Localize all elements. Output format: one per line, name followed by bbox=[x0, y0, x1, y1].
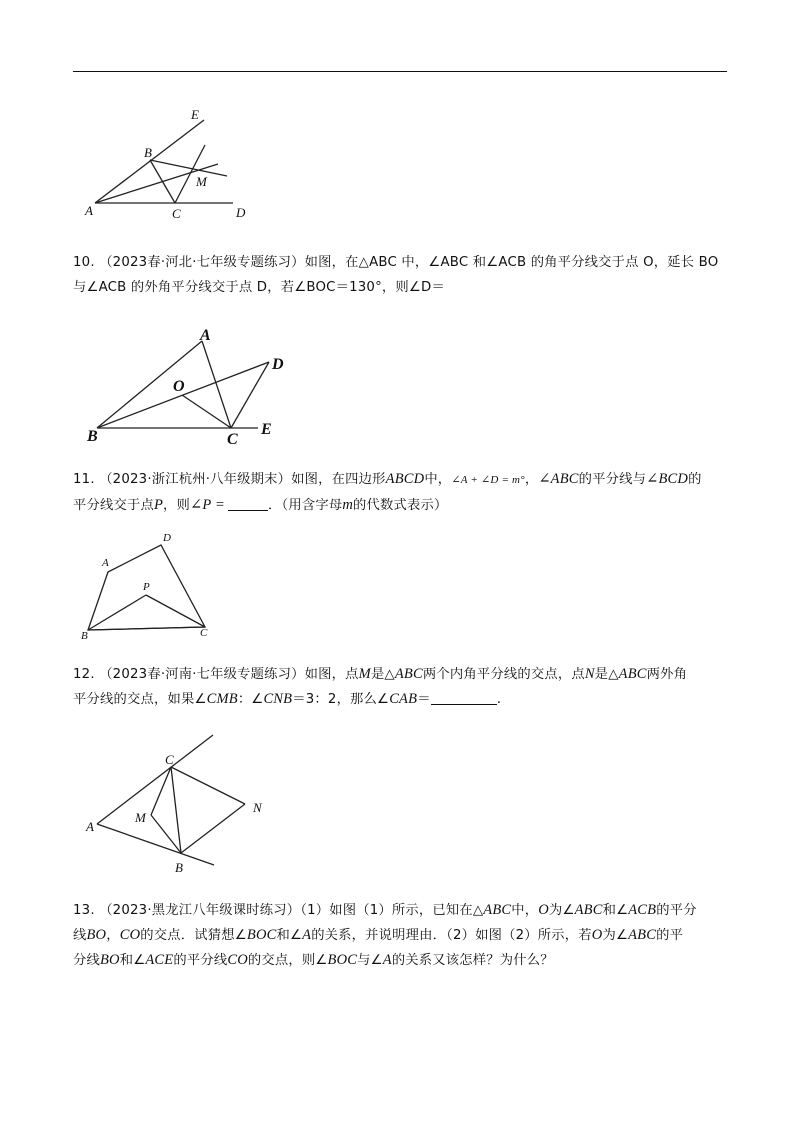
label-e: E bbox=[261, 421, 272, 438]
q10-text-1: 如图，在△ABC 中，∠ABC 和∠ACB 的角平分线交于点 O，延长 BO bbox=[304, 255, 719, 270]
q13-text: （1）如图（1）所示，已知在△ bbox=[300, 903, 484, 918]
question-10 bbox=[73, 250, 733, 300]
q13-text: 的交点．试猜想∠ bbox=[140, 928, 247, 943]
q13-text: 的关系又该怎样？为什么？ bbox=[391, 953, 554, 968]
label-m: M bbox=[135, 810, 146, 825]
q12-math: N bbox=[584, 666, 595, 682]
question-source: （2023·黑龙江八年级课时练习） bbox=[99, 903, 301, 918]
q12-text: 两个内角平分线的交点，点 bbox=[422, 667, 585, 682]
seg-ac bbox=[202, 341, 231, 428]
label-n: N bbox=[253, 800, 262, 815]
label-b: B bbox=[144, 145, 152, 160]
answer-blank[interactable] bbox=[228, 496, 268, 511]
question-source: （2023春·河南·七年级专题练习） bbox=[99, 667, 305, 682]
question-number: 11. bbox=[73, 472, 95, 487]
q11-text: 中， bbox=[424, 472, 452, 487]
q13-text: 和∠ bbox=[119, 953, 146, 968]
answer-blank[interactable] bbox=[431, 690, 497, 705]
label-o: O bbox=[173, 378, 185, 395]
label-c: C bbox=[227, 431, 238, 448]
q13-math: ABC bbox=[483, 902, 512, 918]
q12-math: CAB bbox=[389, 691, 418, 707]
q12-line2 bbox=[73, 687, 733, 712]
label-b: B bbox=[87, 428, 98, 445]
ray-ae bbox=[95, 120, 204, 203]
q12-math: CNB bbox=[263, 691, 293, 707]
q12-math: ABC bbox=[394, 666, 423, 682]
q11-math: ∠A + ∠D = m° bbox=[451, 474, 525, 486]
q12-math: M bbox=[358, 666, 371, 682]
q12-text: ：∠ bbox=[237, 692, 264, 707]
seg-bm bbox=[151, 815, 181, 853]
q13-math: O bbox=[591, 927, 603, 943]
ray-ab bbox=[97, 824, 214, 865]
q13-text: 为∠ bbox=[602, 928, 629, 943]
question-13 bbox=[73, 898, 733, 973]
q13-math: CO bbox=[119, 927, 141, 943]
q13-math: BO bbox=[86, 927, 107, 943]
seg-bn bbox=[181, 804, 245, 853]
q10-line2 bbox=[73, 275, 733, 300]
label-c: C bbox=[172, 206, 181, 221]
label-e: E bbox=[191, 107, 199, 122]
q12-line1 bbox=[73, 662, 733, 687]
q13-math: ABC bbox=[574, 902, 603, 918]
q11-math: ∠P = bbox=[190, 497, 226, 513]
label-b: B bbox=[175, 860, 183, 875]
q12-text: 是△ bbox=[370, 667, 395, 682]
figure-q12 bbox=[80, 733, 280, 883]
q11-line1 bbox=[73, 467, 733, 493]
q13-text: 线 bbox=[73, 928, 87, 943]
q13-text: 的平分线 bbox=[173, 953, 228, 968]
q13-math: O bbox=[538, 902, 549, 918]
q11-text: 的平分线与 bbox=[578, 472, 647, 487]
q13-line1 bbox=[73, 898, 733, 923]
figure-q9 bbox=[80, 100, 270, 225]
q13-text: 中， bbox=[511, 903, 539, 918]
q11-math: ∠BCD bbox=[646, 471, 689, 487]
q10-text-2: 与∠ACB 的外角平分线交于点 D，若∠BOC＝130°，则∠D＝ bbox=[73, 280, 445, 295]
q11-text: ．（用含字母 bbox=[268, 498, 343, 513]
question-11 bbox=[73, 467, 733, 518]
q13-math: BO bbox=[100, 952, 120, 968]
q13-line2 bbox=[73, 923, 733, 948]
q11-math: ABCD bbox=[385, 471, 425, 487]
q13-math: BOC bbox=[246, 927, 277, 943]
q12-math: ABC bbox=[618, 666, 647, 682]
q13-text: 的平 bbox=[656, 928, 684, 943]
seg-bp bbox=[88, 595, 146, 630]
q13-math: A bbox=[382, 952, 392, 968]
q11-text: ， bbox=[524, 472, 539, 487]
label-c: C bbox=[200, 627, 208, 639]
question-number: 10. bbox=[73, 255, 95, 270]
seg-bc bbox=[88, 627, 205, 630]
q13-math: A bbox=[302, 927, 312, 943]
q13-text: 为∠ bbox=[548, 903, 575, 918]
q12-text: ＝3：2，那么∠ bbox=[292, 692, 390, 707]
q12-text: ＝ bbox=[417, 692, 431, 707]
q11-math: ∠ABC bbox=[538, 471, 579, 487]
label-a: A bbox=[86, 819, 94, 834]
q10-line1 bbox=[73, 250, 733, 275]
label-m: M bbox=[196, 174, 207, 189]
q13-text: 分线 bbox=[73, 953, 100, 968]
q13-line3 bbox=[73, 948, 733, 973]
q13-math: ACE bbox=[145, 952, 174, 968]
q13-text: 的关系，并说明理由．（2）如图（2）所示，若 bbox=[311, 928, 592, 943]
seg-cb bbox=[171, 767, 181, 853]
question-source: （2023·浙江杭州·八年级期末） bbox=[99, 472, 292, 487]
q12-math: CMB bbox=[206, 691, 238, 707]
q11-text: 如图，在四边形 bbox=[291, 472, 386, 487]
figure-q11 bbox=[78, 528, 218, 643]
q13-text: 和∠ bbox=[276, 928, 303, 943]
question-number: 13. bbox=[73, 903, 95, 918]
label-a: A bbox=[85, 203, 93, 218]
seg-cd bbox=[231, 362, 269, 428]
q13-text: 和∠ bbox=[602, 903, 629, 918]
label-b: B bbox=[81, 630, 88, 642]
q11-math: m bbox=[342, 497, 354, 513]
q13-text: 的交点，则∠ bbox=[247, 953, 328, 968]
q13-math: ABC bbox=[628, 927, 657, 943]
seg-oc bbox=[182, 395, 231, 428]
q12-text: 两外角 bbox=[646, 667, 688, 682]
q11-text: ，则 bbox=[163, 498, 191, 513]
q11-line2 bbox=[73, 493, 733, 518]
label-a: A bbox=[102, 557, 109, 569]
q13-text: ， bbox=[106, 928, 120, 943]
question-12 bbox=[73, 662, 733, 712]
label-d: D bbox=[272, 356, 284, 373]
q12-text: 是△ bbox=[594, 667, 619, 682]
q11-math: P bbox=[153, 497, 164, 513]
seg-ba bbox=[97, 341, 202, 428]
q12-text: 如图，点 bbox=[304, 667, 359, 682]
q11-text: 的 bbox=[688, 472, 702, 487]
question-source: （2023春·河北·七年级专题练习） bbox=[99, 255, 305, 270]
q13-text: 与∠ bbox=[357, 953, 383, 968]
label-c: C bbox=[165, 752, 174, 767]
seg-cn bbox=[171, 767, 245, 804]
label-d: D bbox=[163, 532, 171, 544]
q13-math: CO bbox=[227, 952, 248, 968]
q13-text: 的平分 bbox=[656, 903, 697, 918]
q11-text: 的代数式表示） bbox=[353, 498, 448, 513]
q12-text: . bbox=[496, 692, 502, 707]
q13-math: BOC bbox=[327, 952, 358, 968]
q11-text: 平分线交于点 bbox=[73, 498, 154, 513]
label-p: P bbox=[143, 581, 150, 593]
question-number: 12. bbox=[73, 667, 95, 682]
label-d: D bbox=[236, 205, 246, 220]
header-rule bbox=[73, 71, 727, 72]
label-a: A bbox=[200, 327, 211, 344]
q12-text: 平分线的交点，如果∠ bbox=[73, 692, 207, 707]
figure-q10 bbox=[85, 325, 285, 450]
q13-math: ACB bbox=[628, 902, 657, 918]
